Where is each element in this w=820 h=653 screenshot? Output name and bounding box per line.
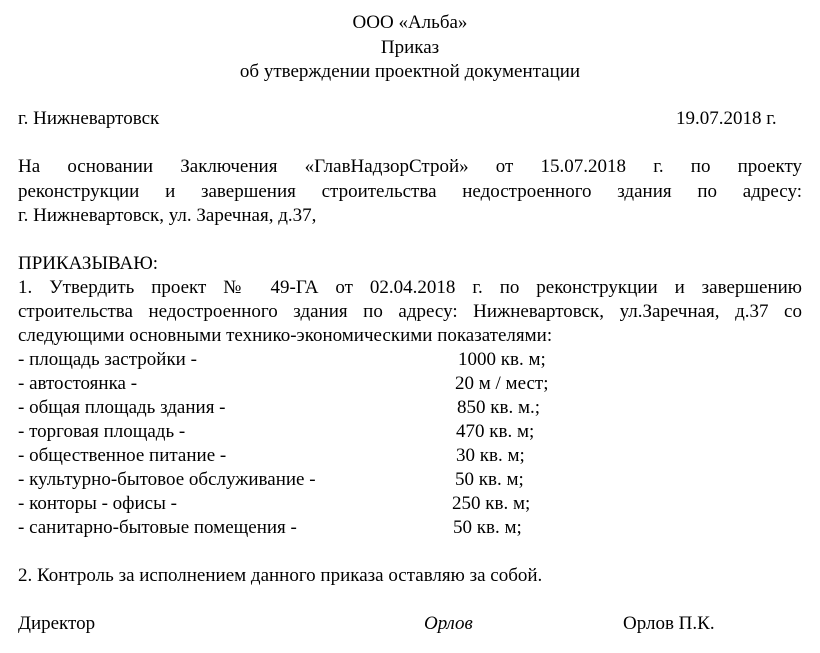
document-type: Приказ [380,37,440,58]
order-item-1-line-2: строительства недостроенного здания по адресу: Нижневартовск, ул.Заречная, д.37 со [18,301,802,322]
indicator-label: - санитарно-бытовые помещения - [18,517,297,538]
indicator-label: - культурно-бытовое обслуживание - [18,469,316,490]
order-item-1-line-3: следующими основными технико-экономическими показателями: [18,325,553,346]
basis-line-2: реконструкции и завершения строительства недостроенного здания по адресу: [18,181,802,202]
signer-name: Орлов П.К. [623,613,715,634]
indicator-label: - общественное питание - [18,445,227,466]
indicator-value: 20 м / мест; [455,373,549,394]
indicator-value: 250 кв. м; [452,493,531,514]
indicator-value: 1000 кв. м; [458,349,546,370]
indicator-value: 50 кв. м; [453,517,522,538]
indicator-label: - площадь застройки - [18,349,197,370]
document-date: 19.07.2018 г. [676,108,777,129]
indicator-value: 470 кв. м; [456,421,535,442]
organization-name: ООО «Альба» [352,12,468,33]
indicator-value: 30 кв. м; [456,445,525,466]
city: г. Нижневартовск [18,108,160,129]
indicator-label: - общая площадь здания - [18,397,226,418]
signature: Орлов [424,613,473,634]
order-heading: ПРИКАЗЫВАЮ: [18,253,159,274]
indicator-label: - торговая площадь - [18,421,186,442]
indicator-value: 50 кв. м; [455,469,524,490]
order-item-2: 2. Контроль за исполнением данного приказа оставляю за собой. [18,565,543,586]
signer-position: Директор [18,613,96,634]
indicator-label: - конторы - офисы - [18,493,177,514]
basis-line-1: На основании Заключения «ГлавНадзорСтрой» от 15.07.2018 г. по проекту [18,156,802,177]
document-subject: об утверждении проектной документации [239,61,581,82]
basis-line-3: г. Нижневартовск, ул. Заречная, д.37, [18,205,317,226]
indicator-label: - автостоянка - [18,373,138,394]
indicator-value: 850 кв. м.; [457,397,541,418]
order-item-1-line-1: 1. Утвердить проект № 49-ГА от 02.04.2018 г. по реконструкции и завершению [18,277,802,298]
